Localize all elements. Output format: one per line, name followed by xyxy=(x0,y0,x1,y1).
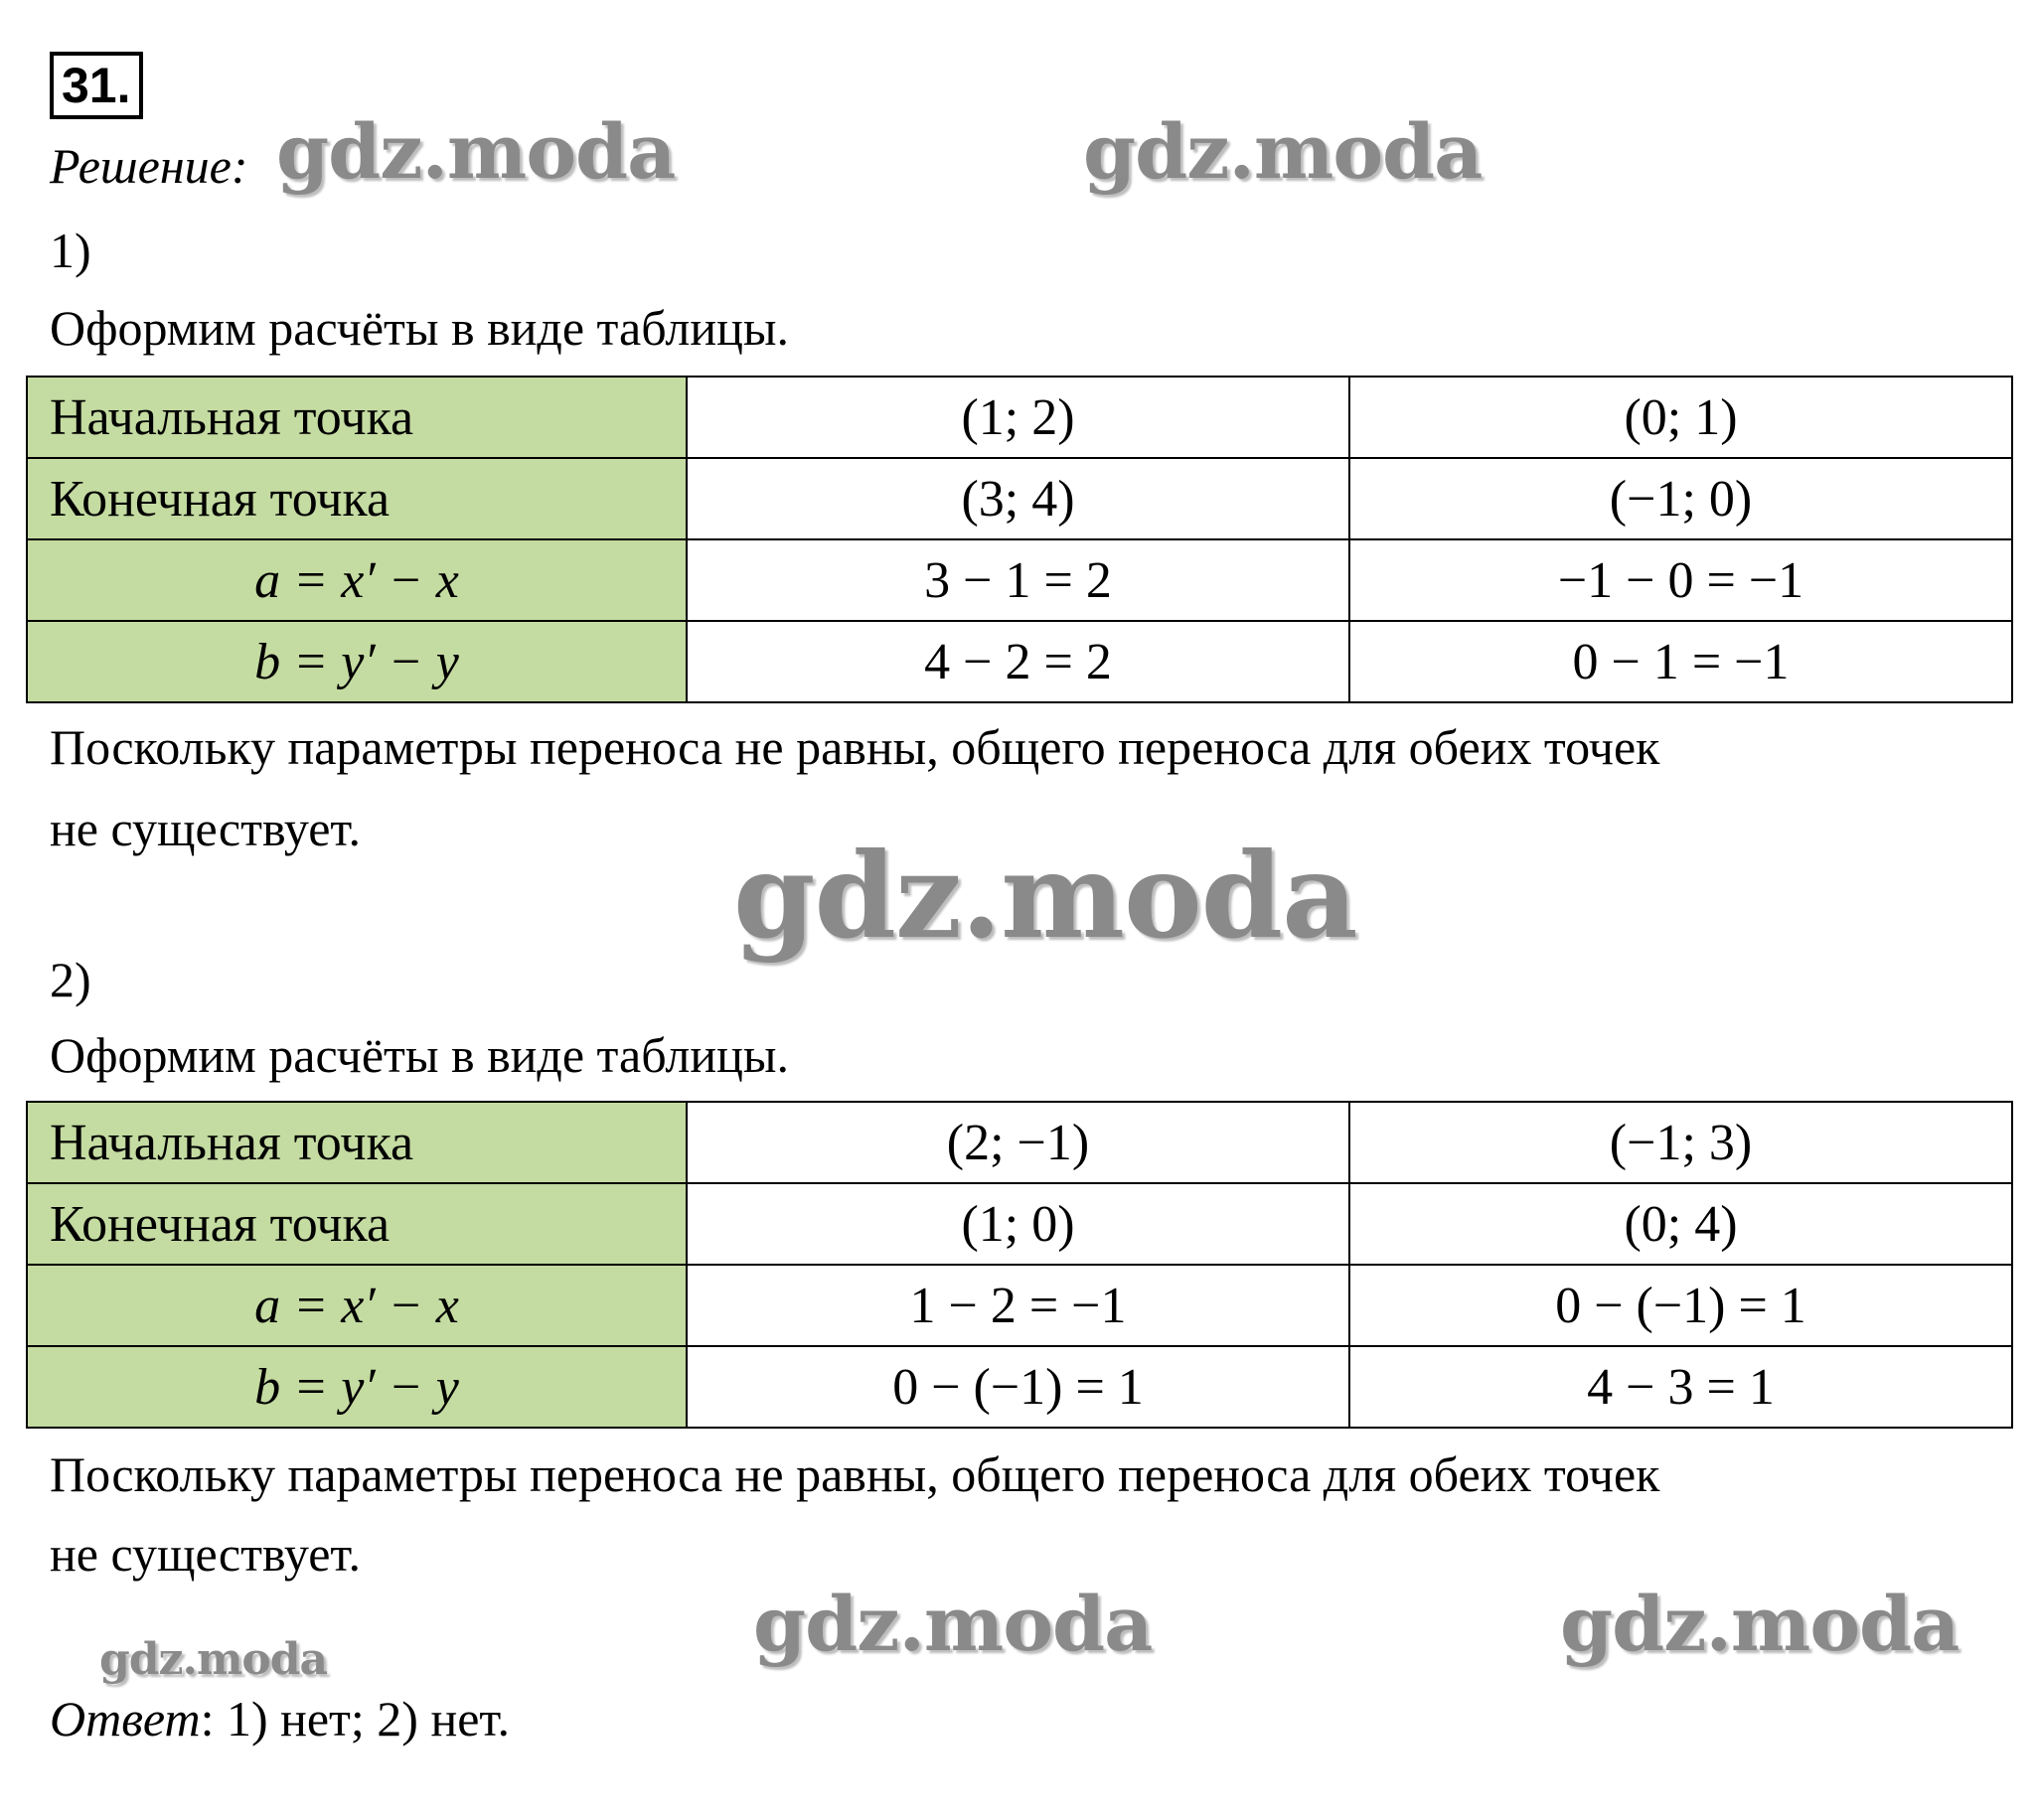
part-1-label: 1) xyxy=(50,223,91,278)
cell-point-2: (0; 4) xyxy=(1349,1183,2012,1265)
row-label-formula-a: a = x′ − x xyxy=(27,539,687,621)
watermark: gdz.moda xyxy=(276,107,676,196)
part-2-conclusion: Поскольку параметры переноса не равны, общего переноса для обеих точек xyxy=(50,1446,1660,1502)
part-1-conclusion: Поскольку параметры переноса не равны, общего переноса для обеих точек xyxy=(50,719,1660,775)
row-label: Конечная точка xyxy=(27,1183,687,1265)
table-row xyxy=(27,377,2012,458)
cell-point-2: 0 − (−1) = 1 xyxy=(1349,1265,2012,1346)
cell-point-2: (−1; 3) xyxy=(1349,1102,2012,1183)
row-label: Начальная точка xyxy=(27,1102,687,1183)
cell-point-2: (0; 1) xyxy=(1349,377,2012,458)
row-label-formula-b: b = y′ − y xyxy=(27,621,687,702)
table-row xyxy=(27,1102,2012,1183)
part-2-intro: Оформим расчёты в виде таблицы. xyxy=(50,1027,789,1083)
watermark: gdz.moda xyxy=(733,827,1357,965)
row-label-formula-a: a = x′ − x xyxy=(27,1265,687,1346)
watermark: gdz.moda xyxy=(1560,1580,1959,1668)
part-2-label: 2) xyxy=(50,952,91,1007)
problem-number: 31. xyxy=(50,52,143,119)
part-1-conclusion-cont: не существует. xyxy=(50,801,361,856)
solution-label: Решение: xyxy=(50,138,248,194)
cell-point-1: 1 − 2 = −1 xyxy=(687,1265,1349,1346)
table-row xyxy=(27,1183,2012,1265)
cell-point-1: (1; 0) xyxy=(687,1183,1349,1265)
calc-table-2 xyxy=(26,1101,2013,1429)
cell-point-1: (3; 4) xyxy=(687,458,1349,539)
answer-label: Ответ xyxy=(50,1691,201,1746)
table-row xyxy=(27,1265,2012,1346)
part-1-intro: Оформим расчёты в виде таблицы. xyxy=(50,300,789,356)
cell-point-2: (−1; 0) xyxy=(1349,458,2012,539)
cell-point-1: (2; −1) xyxy=(687,1102,1349,1183)
table-row xyxy=(27,458,2012,539)
table-row xyxy=(27,621,2012,702)
row-label: Конечная точка xyxy=(27,458,687,539)
table-row xyxy=(27,539,2012,621)
row-label-formula-b: b = y′ − y xyxy=(27,1346,687,1428)
answer-text: : 1) нет; 2) нет. xyxy=(200,1691,510,1746)
cell-point-1: (1; 2) xyxy=(687,377,1349,458)
cell-point-1: 0 − (−1) = 1 xyxy=(687,1346,1349,1428)
cell-point-1: 3 − 1 = 2 xyxy=(687,539,1349,621)
part-2-conclusion-cont: не существует. xyxy=(50,1526,361,1582)
table-row xyxy=(27,1346,2012,1428)
watermark: gdz.moda xyxy=(99,1634,328,1685)
cell-point-2: 0 − 1 = −1 xyxy=(1349,621,2012,702)
cell-point-2: 4 − 3 = 1 xyxy=(1349,1346,2012,1428)
answer-line xyxy=(50,1689,510,1748)
cell-point-1: 4 − 2 = 2 xyxy=(687,621,1349,702)
cell-point-2: −1 − 0 = −1 xyxy=(1349,539,2012,621)
calc-table-1 xyxy=(26,376,2013,703)
watermark: gdz.moda xyxy=(1083,107,1483,196)
row-label: Начальная точка xyxy=(27,377,687,458)
watermark: gdz.moda xyxy=(753,1580,1153,1668)
